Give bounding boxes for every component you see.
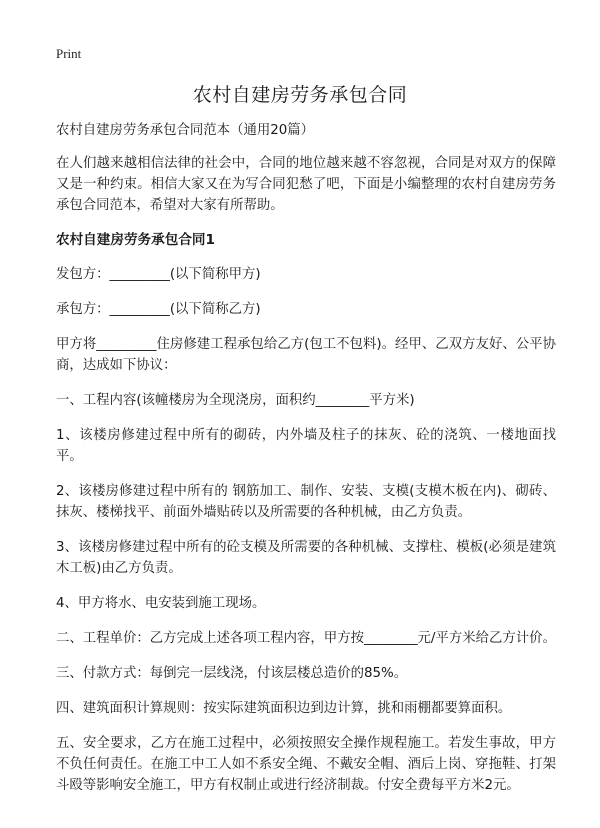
clause-unit-price: 二、工程单价：乙方完成上述各项工程内容，甲方按________元/平方米给乙方计价。	[56, 631, 556, 646]
intro-paragraph: 在人们越来越相信法律的社会中，合同的地位越来越不容忽视，合同是对双方的保障又是一种约束。相信大家又在为写合同犯愁了吧，下面是小编整理的农村自建房劳务承包合同范本，希望对大家有所帮助。	[56, 156, 556, 213]
document-title: 农村自建房劳务承包合同	[192, 84, 408, 106]
document-subtitle: 农村自建房劳务承包合同范本（通用20篇）	[56, 123, 315, 138]
clause-scope-item-1: 1、该楼房修建过程中所有的砌砖，内外墙及柱子的抹灰、砼的浇筑、一楼地面找平。	[56, 428, 556, 464]
clause-scope-item-4: 4、甲方将水、电安装到施工现场。	[56, 596, 266, 611]
contract-preamble: 甲方将_________住房修建工程承包给乙方(包工不包料)。经甲、乙双方友好、公平协商，达成如下协议：	[56, 337, 556, 373]
section-title: 农村自建房劳务承包合同1	[56, 232, 215, 248]
print-link[interactable]: Print	[56, 46, 82, 61]
party-a-line: 发包方：_________(以下简称甲方)	[56, 267, 261, 282]
clause-payment: 三、付款方式：每倒完一层线浇，付该层楼总造价的85%。	[56, 666, 408, 681]
document-body	[56, 120, 556, 810]
clause-safety: 五、安全要求，乙方在施工过程中，必须按照安全操作规程施工。若发生事故，甲方不负任何责任。在施工中工人如不系安全绳、不戴安全帽、酒后上岗、穿拖鞋、打架斗殴等影响安全施工，甲方有权制止或进行经济制裁。付安全费每平方米2元。	[56, 736, 556, 793]
clause-scope-heading: 一、工程内容(该幢楼房为全现浇房，面积约________平方米)	[56, 393, 415, 408]
party-b-line: 承包方：_________(以下简称乙方)	[56, 302, 261, 317]
clause-scope-item-2: 2、该楼房修建过程中所有的 钢筋加工、制作、安装、支模(支模木板在内)、砌砖、抹灰、楼梯找平、前面外墙贴砖以及所需要的各种机械，由乙方负责。	[56, 484, 556, 520]
clause-area-rules: 四、建筑面积计算规则：按实际建筑面积边到边计算，挑和雨棚都要算面积。	[56, 701, 512, 716]
clause-scope-item-3: 3、该楼房修建过程中所有的砼支模及所需要的各种机械、支撑柱、模板(必须是建筑木工板)由乙方负责。	[56, 540, 556, 576]
